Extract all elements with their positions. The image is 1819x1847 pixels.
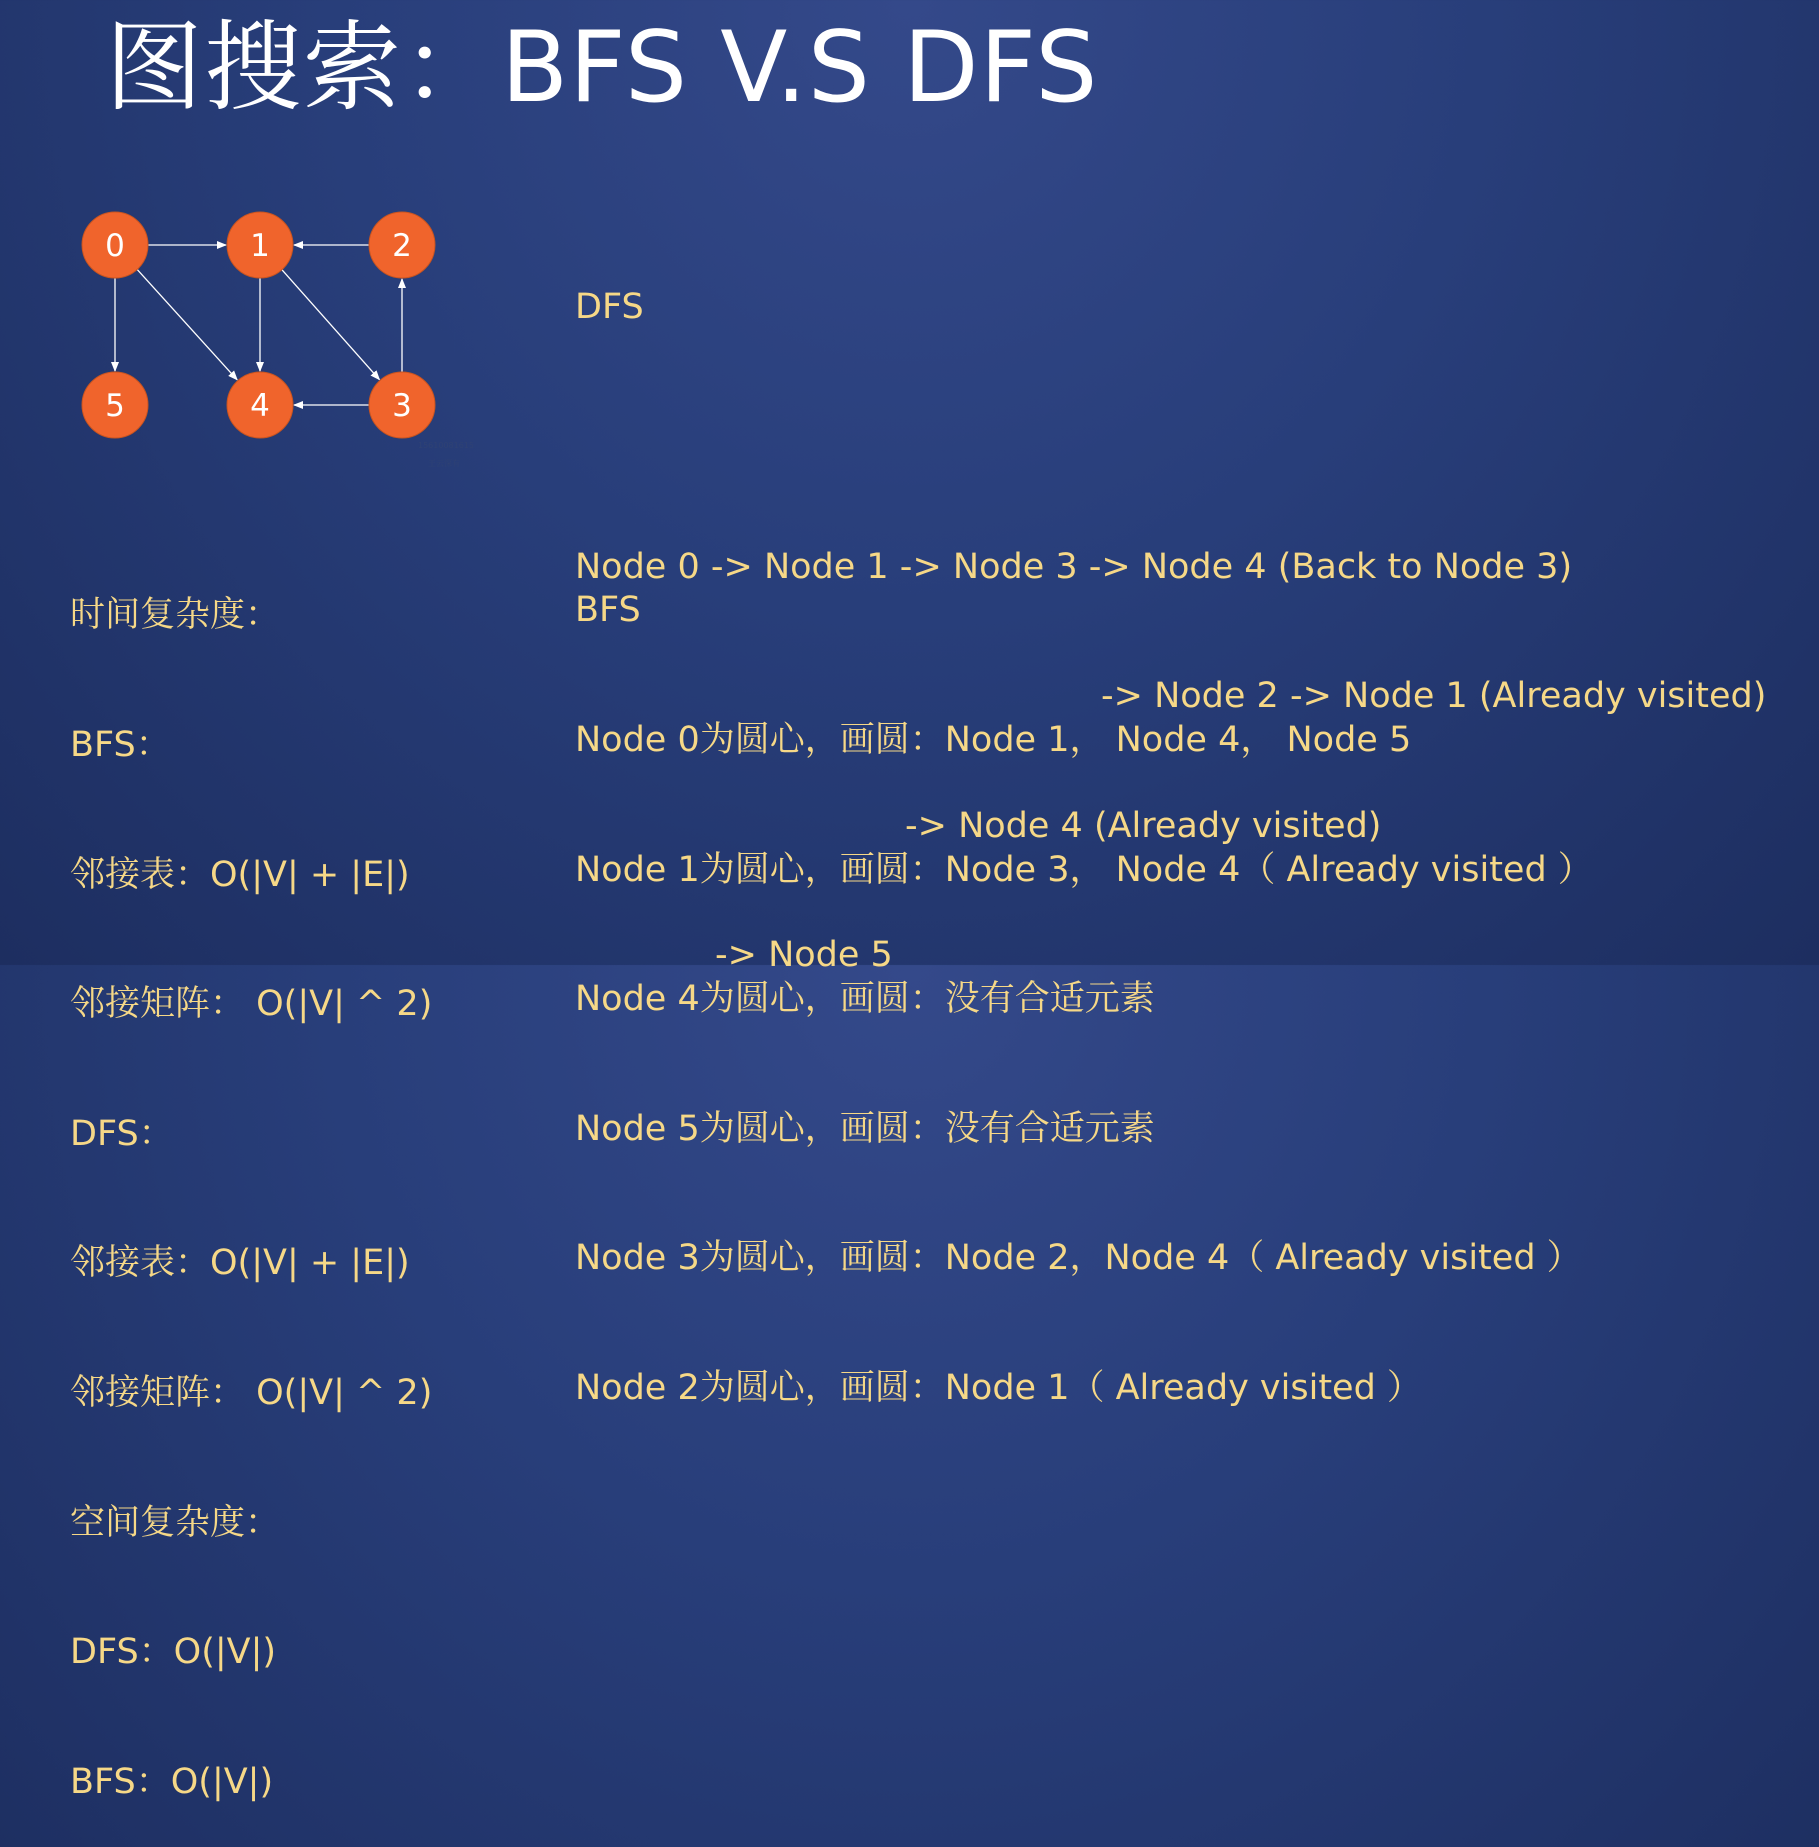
dfs-line-1: Node 0 -> Node 1 -> Node 3 -> Node 4 (Back to Node 3) (575, 546, 1573, 587)
complexity-bfs-adjacency-matrix: 邻接矩阵： O(|V| ^ 2) (70, 984, 433, 1025)
graph-diagram (70, 195, 490, 475)
node-2-label: 2 (392, 228, 412, 264)
complexity-dfs-adjacency-matrix: 邻接矩阵： O(|V| ^ 2) (70, 1372, 433, 1413)
complexity-dfs-label: DFS： (70, 1113, 174, 1154)
complexity-bfs-adjacency-list: 邻接表：O(|V| + |E|) (70, 854, 410, 895)
edge-1-to-3 (282, 270, 380, 380)
bfs-line-5: Node 3为圆心，画圆：Node 2，Node 4（ Already visited ） (575, 1238, 1582, 1279)
bfs-section (575, 503, 1593, 1453)
node-4-label: 4 (250, 388, 270, 424)
watermark-line-2: 王云深有 (428, 459, 460, 468)
complexity-space-heading: 空间复杂度： (70, 1502, 281, 1543)
edge-0-to-4 (137, 269, 237, 379)
bfs-line-1: Node 0为圆心，画圆：Node 1， Node 4， Node 5 (575, 720, 1412, 760)
complexity-bfs-label: BFS： (70, 725, 171, 765)
complexity-space-bfs: BFS：O(|V|) (70, 1761, 274, 1802)
dfs-line-4: -> Node 5 (715, 935, 893, 976)
complexity-space-dfs: DFS：O(|V|) (70, 1632, 277, 1673)
dfs-line-3: -> Node 4 (Already visited) (905, 805, 1382, 846)
watermark-line-1: 15610081615 (418, 441, 474, 450)
dfs-heading: DFS (575, 287, 644, 328)
bfs-heading: BFS (575, 590, 641, 631)
complexity-list (70, 508, 432, 1847)
graph-nodes (82, 212, 435, 438)
bfs-line-4: Node 5为圆心，画圆：没有合适元素 (575, 1108, 1155, 1149)
slide-title: 图搜索：BFS V.S DFS (105, 11, 1099, 125)
node-3-label: 3 (392, 388, 412, 424)
bfs-line-3: Node 4为圆心，画圆：没有合适元素 (575, 979, 1155, 1020)
complexity-time-heading: 时间复杂度： (70, 595, 281, 636)
complexity-dfs-adjacency-list: 邻接表：O(|V| + |E|) (70, 1243, 410, 1284)
dfs-line-2: -> Node 2 -> Node 1 (Already visited) (1101, 676, 1767, 717)
bfs-line-2: Node 1为圆心，画圆：Node 3， Node 4（ Already visited ） (575, 849, 1593, 890)
node-0-label: 0 (105, 228, 125, 264)
bfs-line-6: Node 2为圆心，画圆：Node 1（ Already visited ） (575, 1367, 1422, 1408)
node-5-label: 5 (105, 388, 125, 424)
node-1-label: 1 (250, 228, 270, 264)
